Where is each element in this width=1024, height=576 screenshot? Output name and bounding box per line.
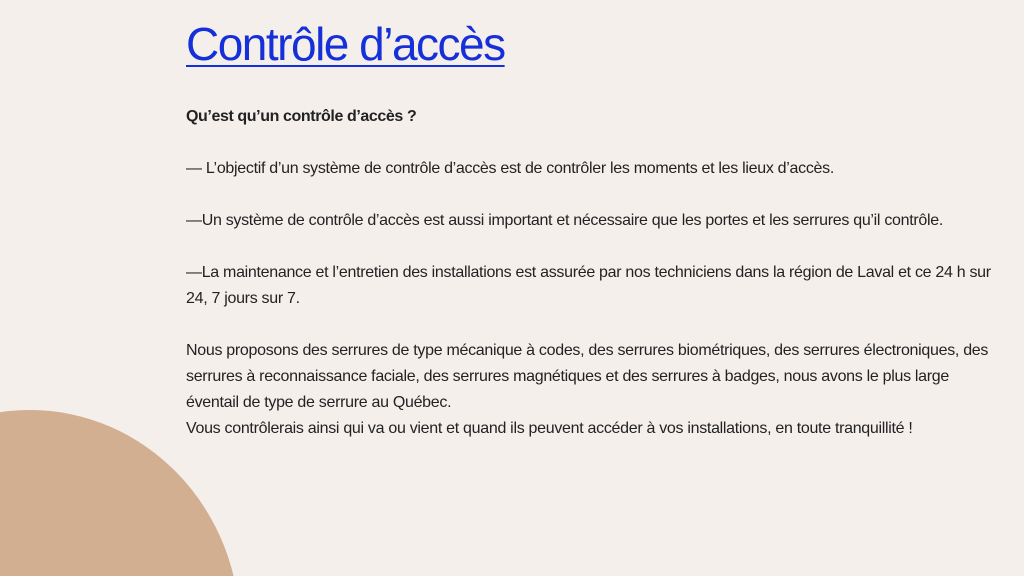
slide-title[interactable]: Contrôle d’accès: [186, 18, 505, 70]
paragraph-importance: —Un système de contrôle d’accès est aussi important et nécessaire que les portes et les serrures qu’il contrôle.: [186, 212, 943, 229]
spacer: [186, 182, 991, 208]
paragraph-objective: — L’objectif d’un système de contrôle d’accès est de contrôler les moments et les lieux d’accès.: [186, 160, 834, 177]
spacer: [186, 312, 991, 338]
spacer: [186, 234, 991, 260]
spacer: [186, 130, 991, 156]
slide-body: [186, 104, 991, 442]
question-heading: Qu’est qu’un contrôle d’accès ?: [186, 108, 417, 125]
paragraph-maintenance: —La maintenance et l’entretien des installations est assurée par nos techniciens dans la région de Laval et ce 24 h sur 24, 7 jours sur 7.: [186, 264, 991, 307]
paragraph-conclusion: Vous contrôlerais ainsi qui va ou vient et quand ils peuvent accéder à vos installations, en toute tranquillité !: [186, 420, 913, 437]
paragraph-lock-types: Nous proposons des serrures de type mécanique à codes, des serrures biométriques, des serrures électroniques, des serrures à reconnaissance faciale, des serrures magnétiques et des serrures à badges, nous avons le plus large éventail de type de serrure au Québec.: [186, 342, 989, 411]
